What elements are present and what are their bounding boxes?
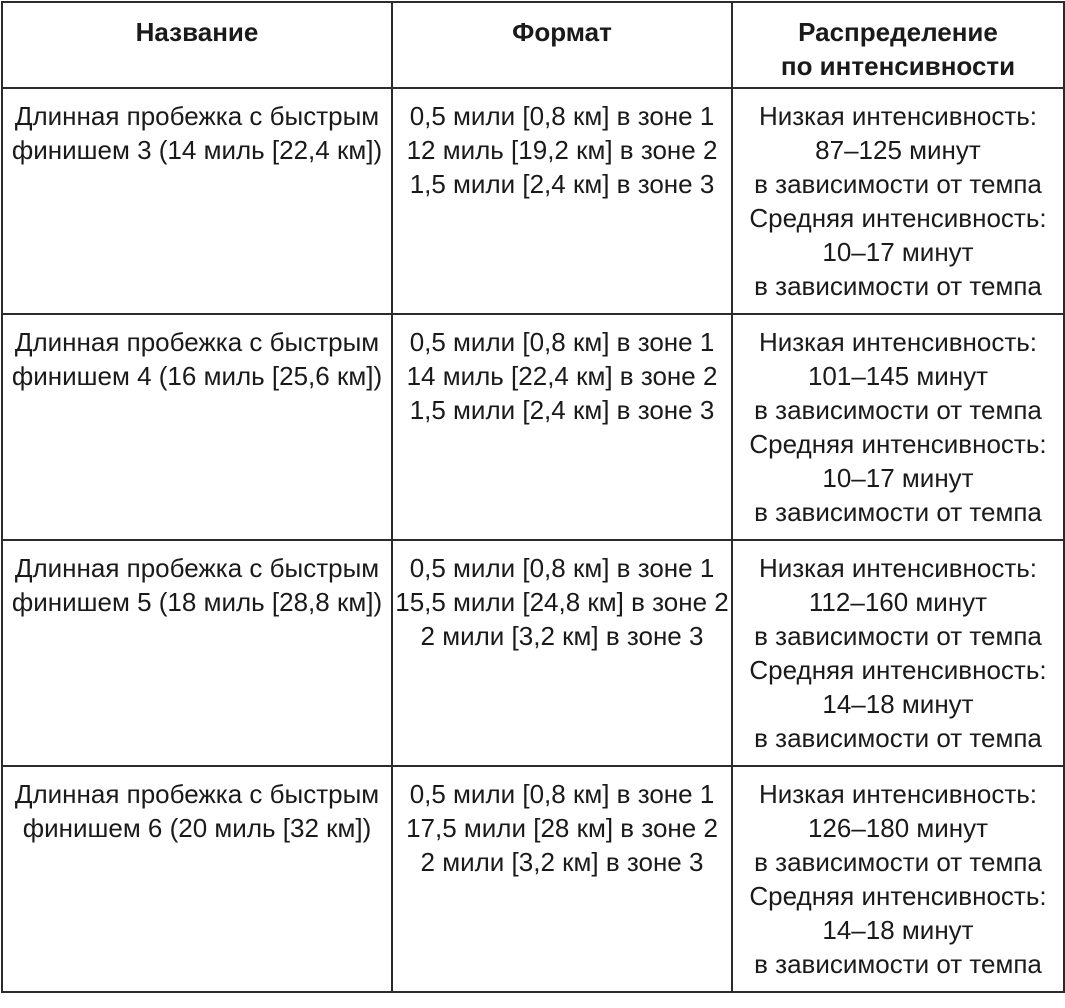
cell-name <box>2 766 392 992</box>
cell-format-line: 0,5 мили [0,8 км] в зоне 1 <box>409 101 715 131</box>
cell-distribution-line: 14–18 минут <box>822 915 974 945</box>
cell-format <box>392 314 732 540</box>
cell-distribution-line: 101–145 минут <box>807 361 989 391</box>
table-row <box>2 540 1064 766</box>
cell-name <box>2 540 392 766</box>
header-distribution <box>732 2 1064 88</box>
header-format <box>392 2 732 88</box>
cell-name-line: Длинная пробежка с быстрым <box>14 327 380 357</box>
cell-distribution-line: в зависимости от темпа <box>754 271 1042 301</box>
header-name <box>2 2 392 88</box>
cell-name-line: Длинная пробежка с быстрым <box>14 101 380 131</box>
cell-distribution-line: в зависимости от темпа <box>754 395 1042 425</box>
cell-distribution-line: в зависимости от темпа <box>754 169 1042 199</box>
cell-distribution <box>732 540 1064 766</box>
header-distribution-label-line1: Распределение <box>798 17 998 47</box>
cell-distribution-line: Средняя интенсивность: <box>749 655 1047 685</box>
cell-name-line: финишем 6 (20 миль [32 км]) <box>22 813 372 843</box>
cell-distribution-line: Средняя интенсивность: <box>749 881 1047 911</box>
cell-name-line: финишем 3 (14 миль [22,4 км]) <box>11 135 383 165</box>
cell-format-line: 0,5 мили [0,8 км] в зоне 1 <box>409 553 715 583</box>
cell-distribution <box>732 766 1064 992</box>
cell-distribution-line: Низкая интенсивность: <box>758 101 1038 131</box>
cell-distribution-line: в зависимости от темпа <box>754 621 1042 651</box>
cell-format-line: 12 миль [19,2 км] в зоне 2 <box>406 135 718 165</box>
cell-distribution-line: Средняя интенсивность: <box>749 429 1047 459</box>
table-row <box>2 766 1064 992</box>
cell-distribution-line: Средняя интенсивность: <box>749 203 1047 233</box>
cell-name <box>2 88 392 314</box>
cell-distribution-line: в зависимости от темпа <box>754 847 1042 877</box>
cell-distribution-line: 10–17 минут <box>822 463 974 493</box>
cell-distribution-line: 10–17 минут <box>822 237 974 267</box>
cell-format-line: 1,5 мили [2,4 км] в зоне 3 <box>409 169 715 199</box>
cell-distribution-line: Низкая интенсивность: <box>758 779 1038 809</box>
cell-name-line: Длинная пробежка с быстрым <box>14 779 380 809</box>
cell-distribution <box>732 88 1064 314</box>
header-row <box>2 2 1064 88</box>
header-name-label: Название <box>135 17 259 47</box>
header-format-label: Формат <box>512 17 612 47</box>
cell-format <box>392 88 732 314</box>
cell-distribution <box>732 314 1064 540</box>
workout-table <box>1 1 1065 993</box>
cell-format-line: 17,5 мили [28 км] в зоне 2 <box>406 813 718 843</box>
cell-name-line: финишем 5 (18 миль [28,8 км]) <box>11 587 383 617</box>
cell-name <box>2 314 392 540</box>
table-row <box>2 314 1064 540</box>
cell-distribution-line: 14–18 минут <box>822 689 974 719</box>
cell-format-line: 0,5 мили [0,8 км] в зоне 1 <box>409 779 715 809</box>
cell-name-line: Длинная пробежка с быстрым <box>14 553 380 583</box>
cell-name-line: финишем 4 (16 миль [25,6 км]) <box>11 361 383 391</box>
cell-distribution-line: 112–160 минут <box>808 587 988 617</box>
cell-format-line: 1,5 мили [2,4 км] в зоне 3 <box>409 395 715 425</box>
cell-format-line: 2 мили [3,2 км] в зоне 3 <box>420 621 704 651</box>
cell-distribution-line: 126–180 минут <box>807 813 989 843</box>
cell-format-line: 2 мили [3,2 км] в зоне 3 <box>420 847 704 877</box>
table-body <box>2 88 1064 992</box>
cell-format-line: 14 миль [22,4 км] в зоне 2 <box>406 361 718 391</box>
cell-distribution-line: в зависимости от темпа <box>754 497 1042 527</box>
cell-distribution-line: в зависимости от темпа <box>754 949 1042 979</box>
cell-distribution-line: Низкая интенсивность: <box>758 327 1038 357</box>
cell-format-line: 0,5 мили [0,8 км] в зоне 1 <box>409 327 715 357</box>
cell-distribution-line: 87–125 минут <box>815 135 981 165</box>
header-distribution-label-line2: по интенсивности <box>780 51 1016 81</box>
cell-format <box>392 540 732 766</box>
cell-format <box>392 766 732 992</box>
table-row <box>2 88 1064 314</box>
cell-distribution-line: в зависимости от темпа <box>754 723 1042 753</box>
cell-distribution-line: Низкая интенсивность: <box>758 553 1038 583</box>
cell-format-line: 15,5 мили [24,8 км] в зоне 2 <box>395 587 729 617</box>
